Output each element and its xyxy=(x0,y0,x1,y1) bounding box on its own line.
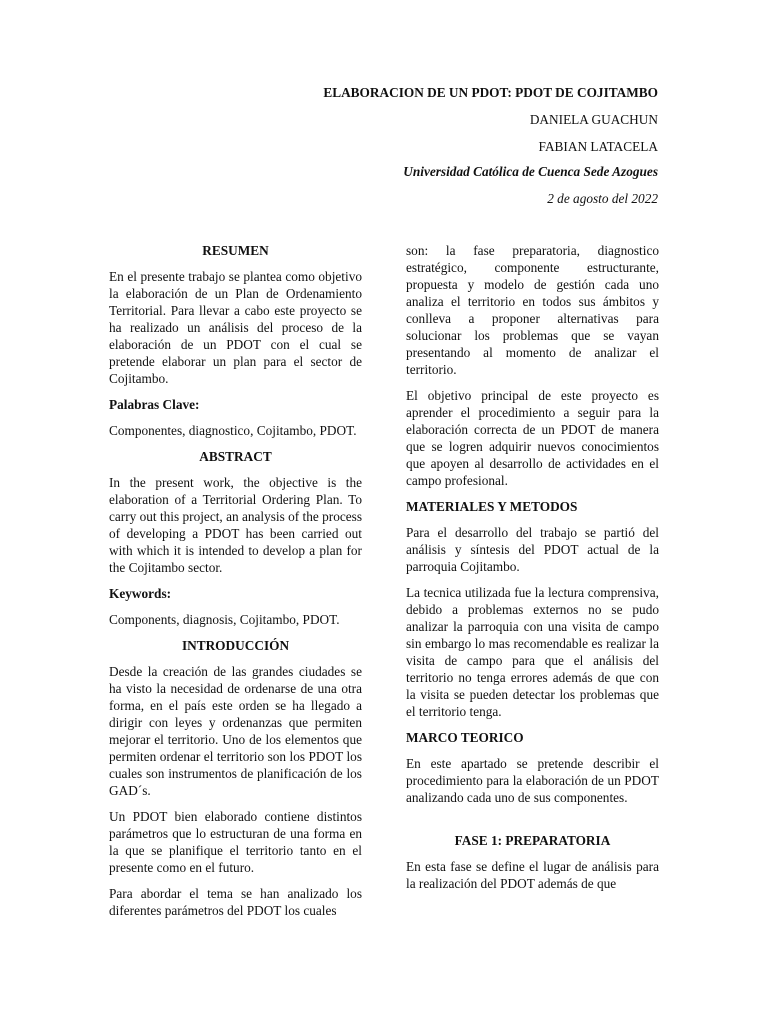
publication-date: 2 de agosto del 2022 xyxy=(547,191,658,206)
left-column xyxy=(109,242,362,919)
fase1-paragraph: En esta fase se define el lugar de análisis para la realización del PDOT además de que xyxy=(406,859,659,891)
affiliation: Universidad Católica de Cuenca Sede Azogues xyxy=(403,164,658,179)
intro-paragraph: Para abordar el tema se han analizado los diferentes parámetros del PDOT los cuales xyxy=(109,886,362,918)
section-heading-resumen: RESUMEN xyxy=(202,243,269,258)
marco-paragraph: En este apartado se pretende describir el procedimiento para la elaboración de un PDOT analizando cada uno de sus componentes. xyxy=(406,756,659,805)
author-name: FABIAN LATACELA xyxy=(538,139,658,154)
materiales-paragraph: Para el desarrollo del trabajo se partió del análisis y síntesis del PDOT actual de la parroquia Cojitambo. xyxy=(406,525,659,574)
intro-paragraph: Un PDOT bien elaborado contiene distintos parámetros que lo estructuran de una forma en la que se planifique el territorio tanto en el presente como en el futuro. xyxy=(109,809,362,875)
author-name: DANIELA GUACHUN xyxy=(529,112,658,127)
section-heading-materiales: MATERIALES Y METODOS xyxy=(406,499,578,514)
intro-paragraph-continued: son: la fase preparatoria, diagnostico estratégico, componente estructurante, propuesta y modelo de gestión cada uno analiza el territorio en todos sus ámbitos y conlleva a proponer alternativas para solucionar los problemas que se vayan presentando al momento de analizar el territorio. xyxy=(406,243,659,377)
resumen-paragraph: En el presente trabajo se plantea como objetivo la elaboración de un Plan de Ordenamiento Territorial. Para llevar a cabo este proyecto se ha realizado un análisis del proceso de la elaboración de un PDOT con el cual se pretende elaborar un plan para el sector de Cojitambo. xyxy=(109,269,362,386)
keywords-heading-es: Palabras Clave: xyxy=(109,397,200,412)
objective-paragraph: El objetivo principal de este proyecto es aprender el procedimiento a seguir para la elaboración correcta de un PDOT de manera que se logren adquirir nuevos conocimientos que apoyen al desarrollo de actividades en el campo profesional. xyxy=(406,388,659,488)
right-column xyxy=(406,242,659,892)
keywords-heading-en: Keywords: xyxy=(109,586,172,601)
paper-title: ELABORACION DE UN PDOT: PDOT DE COJITAMBO xyxy=(323,85,658,100)
section-heading-fase1: FASE 1: PREPARATORIA xyxy=(454,833,611,848)
section-heading-marco: MARCO TEORICO xyxy=(406,730,524,745)
materiales-paragraph: La tecnica utilizada fue la lectura comprensiva, debido a problemas externos no se pudo analizar la parroquia con una visita de campo sin embargo lo mas recomendable es realizar la visita de campo para que el análisis del territorio no tenga errores además de que con la visita se pueden detectar los problemas que el territorio tenga. xyxy=(406,585,659,719)
keywords-text-es: Componentes, diagnostico, Cojitambo, PDOT. xyxy=(109,423,357,438)
intro-paragraph: Desde la creación de las grandes ciudades se ha visto la necesidad de ordenarse de una otra forma, en el país este orden se ha llegado a dirigir con leyes y ordenanzas que permiten mejorar el territorio. Uno de los elementos que permiten ordenar el territorio son los PDOT los cuales son instrumentos de planificación de los GAD´s. xyxy=(109,664,362,798)
abstract-paragraph: In the present work, the objective is the elaboration of a Territorial Ordering Plan. To carry out this project, an analysis of the process of developing a PDOT has been carried out with which it is intended to develop a plan for the Cojitambo sector. xyxy=(109,475,362,575)
keywords-text-en: Components, diagnosis, Cojitambo, PDOT. xyxy=(109,612,340,627)
section-heading-introduccion: INTRODUCCIÓN xyxy=(181,638,290,653)
section-heading-abstract: ABSTRACT xyxy=(199,449,272,464)
